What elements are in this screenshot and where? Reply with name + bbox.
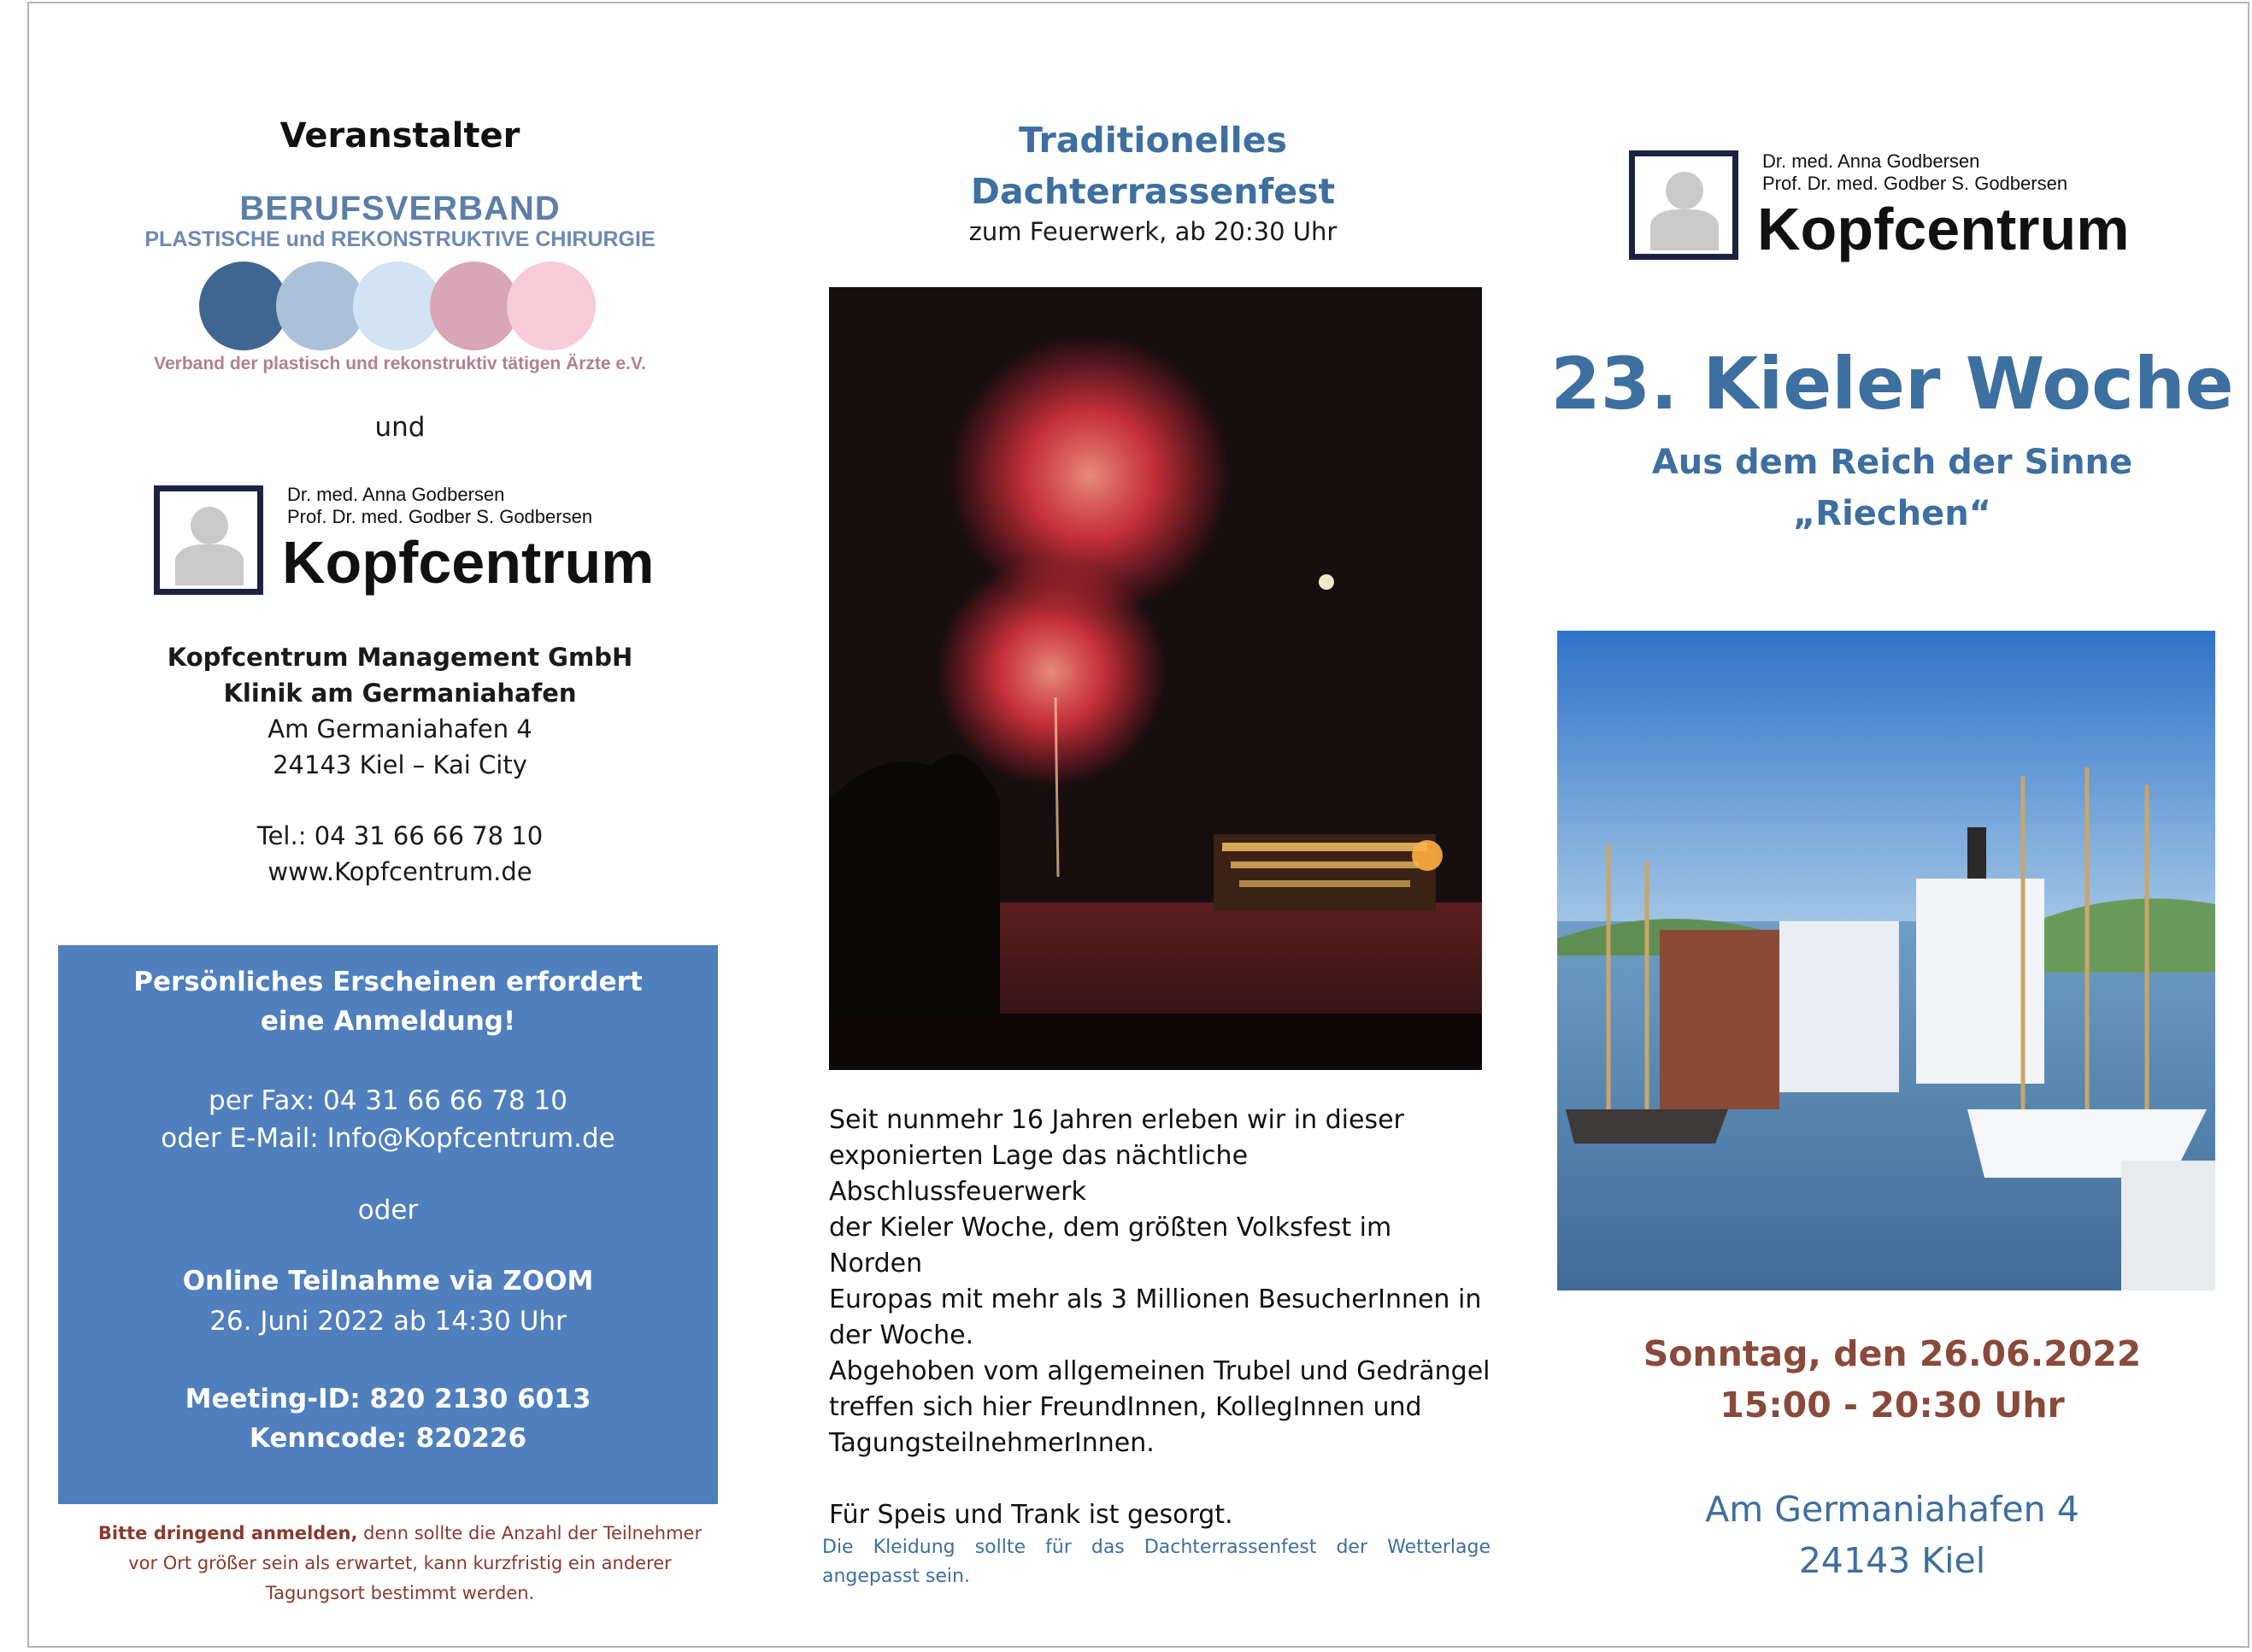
phone: Tel.: 04 31 66 66 78 10 [256,821,544,850]
organizer-heading: Veranstalter [279,116,520,156]
description-line: Seit nunmehr 16 Jahren erleben wir in dieser [829,1105,1404,1135]
logo-frame-icon [154,485,263,595]
main-subtitle-1: Aus dem Reich der Sinne [1651,443,2133,482]
right-column [1533,3,2251,1649]
kopfcentrum-logo-left [154,479,701,598]
notice-rest: denn sollte die Anzahl der Teilnehmer [357,1523,703,1543]
event-subtitle: zum Feuerwerk, ab 20:30 Uhr [968,217,1338,246]
association-tagline: Verband der plastisch und rekonstruktiv tätigen Ärzte e.V. [154,354,646,373]
description-line: Europas mit mehr als 3 Millionen BesucherInnen in [829,1285,1482,1314]
logo-circle [430,262,519,350]
registration-online-date: 26. Juni 2022 ab 14:30 Uhr [209,1306,567,1337]
description-line: der Woche. [829,1320,974,1350]
logo-doctor-1: Dr. med. Anna Godbersen [1762,150,1980,172]
registration-email[interactable]: oder E-Mail: Info@Kopfcentrum.de [161,1123,615,1154]
description-line: der Kieler Woche, dem größten Volksfest im Norden [829,1213,1392,1279]
logo-circle [507,262,596,350]
logo-name: Kopfcentrum [282,529,655,596]
registration-online: Online Teilnahme via ZOOM [182,1266,594,1296]
logo-name: Kopfcentrum [1757,196,2130,262]
description-line: treffen sich hier FreundInnen, KollegInnen und [829,1392,1422,1422]
main-subtitle-2: „Riechen“ [1792,494,1991,533]
main-title: 23. Kieler Woche [1550,342,2234,426]
registration-box [58,945,718,1504]
event-description [829,1102,1491,1533]
association-subtitle: PLASTISCHE und REKONSTRUKTIVE CHIRURGIE [144,227,656,251]
fireworks-photo [829,287,1482,1070]
notice-line-2: vor Ort größer sein als erwartet, kann kurzfristig ein anderer [128,1553,672,1573]
description-line: Abgehoben vom allgemeinen Trubel und Gedrängel [829,1356,1491,1386]
event-date: Sonntag, den 26.06.2022 [1643,1333,2142,1374]
event-title-line-2: Dachterrassenfest [970,171,1336,212]
logo-circle [199,262,288,350]
registration-notice [58,1519,742,1608]
left-column [58,3,802,1649]
notice-bold: Bitte dringend anmelden, [97,1523,358,1543]
logo-doctor-2: Prof. Dr. med. Godber S. Godbersen [287,506,593,527]
city: 24143 Kiel – Kai City [273,750,527,779]
registration-or: oder [357,1195,419,1226]
registration-passcode: Kenncode: 820226 [249,1423,527,1454]
description-line: TagungsteilnehmerInnen. [829,1428,1155,1458]
middle-column [815,3,1499,1649]
event-title [815,115,1491,217]
registration-meeting-id: Meeting-ID: 820 2130 6013 [185,1384,591,1414]
venue-city: 24143 Kiel [1798,1540,1986,1581]
clinic-name: Klinik am Germaniahafen [223,679,577,708]
logo-circle [353,262,442,350]
registration-fax: per Fax: 04 31 66 66 78 10 [209,1085,567,1116]
address-block [58,639,742,783]
description-line: exponierten Lage das nächtliche Abschlussfeuerwerk [829,1141,1249,1207]
association-logo-circles [197,260,599,352]
street: Am Germaniahafen 4 [268,714,532,744]
and-text: und [374,412,426,443]
association-title: BERUFSVERBAND [239,190,561,227]
logo-circle [276,262,365,350]
logo-doctor-2: Prof. Dr. med. Godber S. Godbersen [1762,173,2068,194]
notice-line-3: Tagungsort bestimmt werden. [265,1583,535,1603]
harbor-photo-illustration [1557,631,2215,1290]
website-link[interactable]: www.Kopfcentrum.de [268,857,532,886]
company-name: Kopfcentrum Management GmbH [167,643,633,672]
logo-doctor-1: Dr. med. Anna Godbersen [287,484,505,505]
event-time: 15:00 - 20:30 Uhr [1720,1385,2065,1426]
logo-frame-icon [1629,150,1738,260]
contact-block [58,818,742,890]
clothing-note: Die Kleidung sollte für das Dachterrassenfest der Wetterlage angepasst sein. [822,1537,1491,1587]
venue-street: Am Germaniahafen 4 [1705,1489,2079,1530]
food-line: Für Speis und Trank ist gesorgt. [829,1500,1233,1530]
harbor-photo [1557,631,2215,1290]
kopfcentrum-logo-right [1629,147,2176,267]
fireworks-photo-illustration [829,287,1482,1070]
registration-line-1: Persönliches Erscheinen erfordert [133,967,643,997]
registration-line-2: eine Anmeldung! [260,1006,516,1037]
event-title-line-1: Traditionelles [1019,120,1287,161]
flyer-page [27,2,2249,1648]
